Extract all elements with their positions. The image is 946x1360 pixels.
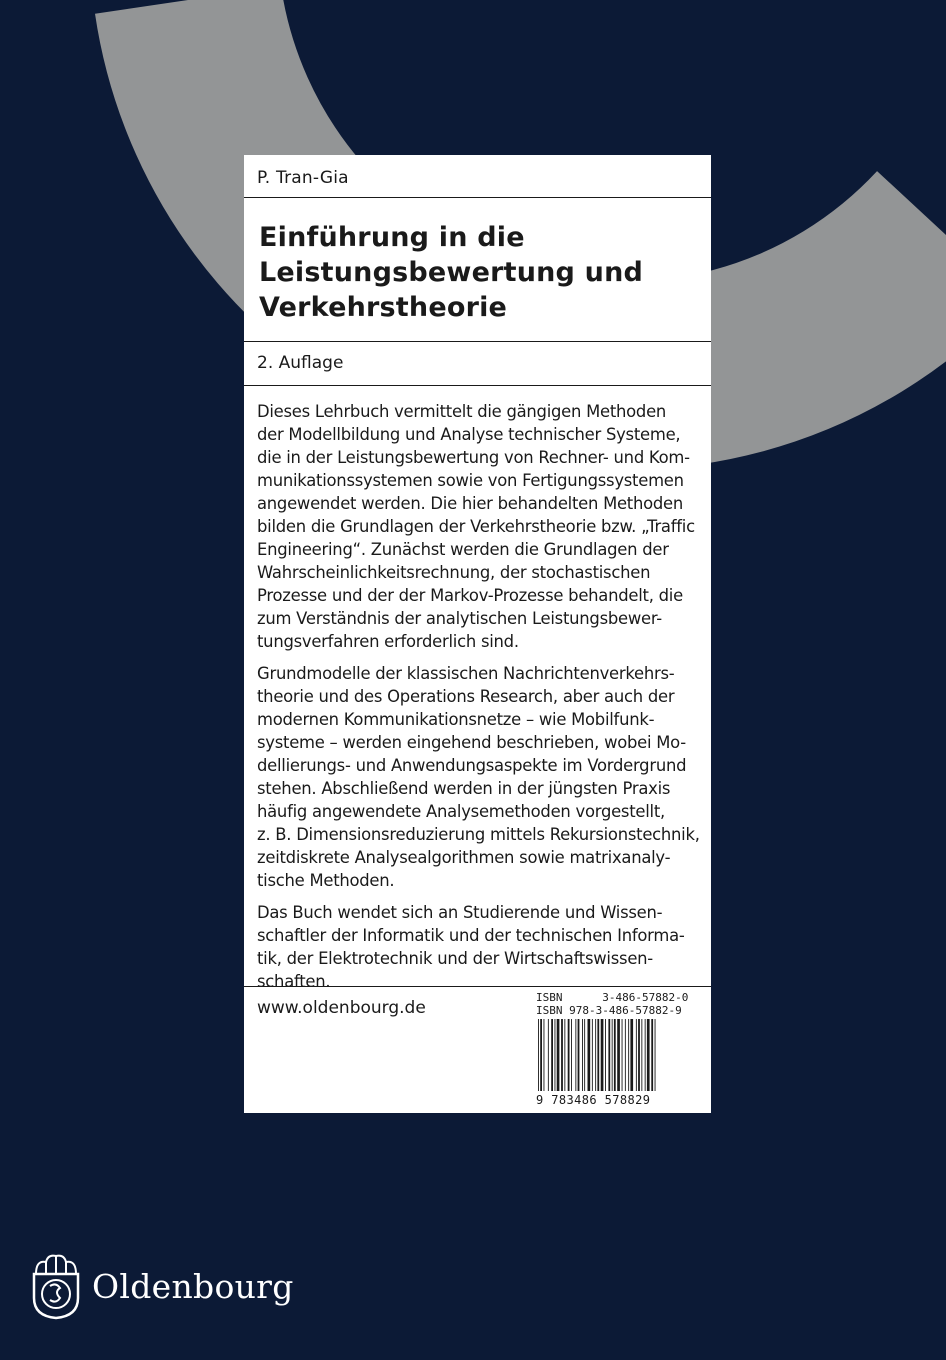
text-line: Engineering“. Zunächst werden die Grundlagen der (257, 540, 669, 559)
title-section (244, 198, 711, 342)
text-line: die in der Leistungsbewertung von Rechner- und Kom- (257, 448, 690, 467)
barcode-bar (595, 1019, 596, 1091)
text-line: tungsverfahren erforderlich sind. (257, 632, 519, 651)
text-line: munikationssystemen sowie von Fertigungssystemen (257, 471, 684, 490)
barcode-bar (561, 1019, 563, 1091)
barcode-bar (571, 1019, 572, 1091)
title-line: Einführung in die (259, 222, 525, 253)
barcode-bar (582, 1019, 583, 1091)
footer-divider (244, 986, 711, 987)
barcode-bar (651, 1019, 653, 1091)
title-line: Leistungsbewertung und (259, 257, 644, 288)
description (257, 400, 705, 1002)
barcode-bar (575, 1019, 576, 1091)
text-line: häufig angewendete Analysemethoden vorgestellt, (257, 802, 665, 821)
barcode-bar (612, 1019, 613, 1091)
barcode-bar (544, 1019, 545, 1091)
description-paragraph (257, 400, 705, 653)
barcode-bar (645, 1019, 646, 1091)
barcode-bar (605, 1019, 606, 1091)
barcode-bar (557, 1019, 560, 1091)
barcode-bar (622, 1019, 623, 1091)
barcode-bar (592, 1019, 593, 1091)
barcode (536, 1019, 708, 1097)
barcode-bar (555, 1019, 556, 1091)
barcode-bar (655, 1019, 656, 1091)
text-line: der Modellbildung und Analyse technischer Systeme, (257, 425, 681, 444)
text-line: zum Verständnis der analytischen Leistungsbewer- (257, 609, 662, 628)
text-line: systeme – werden eingehend beschrieben, wobei Mo- (257, 733, 686, 752)
oldenbourg-crest-icon (30, 1252, 82, 1320)
publisher-url[interactable]: www.oldenbourg.de (257, 998, 426, 1018)
publisher-brand (30, 1252, 294, 1320)
barcode-bar (551, 1019, 553, 1091)
text-line: schaften. (257, 972, 331, 991)
barcode-bar (540, 1019, 542, 1091)
isbn-10: ISBN 3-486-57882-0 (536, 991, 689, 1004)
barcode-bar (614, 1019, 616, 1091)
text-line: tik, der Elektrotechnik und der Wirtschaftswissen- (257, 949, 653, 968)
barcode-digits: 9 783486 578829 (536, 1093, 651, 1107)
book-title (259, 220, 643, 325)
barcode-bar (564, 1019, 565, 1091)
text-line: Grundmodelle der klassischen Nachrichtenverkehrs- (257, 664, 675, 683)
author-name: P. Tran-Gia (257, 168, 349, 188)
text-line: modernen Kommunikationsnetze – wie Mobilfunk- (257, 710, 655, 729)
text-line: schaftler der Informatik und der technischen Informa- (257, 926, 685, 945)
barcode-bar (597, 1019, 599, 1091)
description-paragraph (257, 901, 705, 993)
text-line: bilden die Grundlagen der Verkehrstheorie bzw. „Traffic (257, 517, 695, 536)
isbn-13: ISBN 978-3-486-57882-9 (536, 1004, 682, 1017)
barcode-bar (617, 1019, 620, 1091)
description-paragraph (257, 662, 705, 892)
isbn-info (536, 991, 688, 1017)
barcode-bar (647, 1019, 650, 1091)
barcode-bar (641, 1019, 642, 1091)
title-line: Verkehrstheorie (259, 292, 508, 323)
barcode-bar (588, 1019, 591, 1091)
author-section (244, 155, 711, 198)
barcode-bar (636, 1019, 637, 1091)
text-line: tische Methoden. (257, 871, 395, 890)
barcode-bar (628, 1019, 629, 1091)
publisher-name: Oldenbourg (92, 1266, 294, 1306)
text-line: theorie und des Operations Research, aber auch der (257, 687, 675, 706)
back-cover-panel (244, 155, 711, 1113)
text-line: zeitdiskrete Analysealgorithmen sowie matrixanaly- (257, 848, 671, 867)
edition-label: 2. Auflage (257, 353, 344, 373)
barcode-bar (630, 1019, 633, 1091)
barcode-bar (638, 1019, 640, 1091)
text-line: Wahrscheinlichkeitsrechnung, der stochastischen (257, 563, 651, 582)
barcode-bar (568, 1019, 570, 1091)
text-line: Prozesse und der der Markov-Prozesse behandelt, die (257, 586, 683, 605)
barcode-bar (538, 1019, 539, 1091)
barcode-bar (601, 1019, 604, 1091)
barcode-bar (584, 1019, 585, 1091)
text-line: stehen. Abschließend werden in der jüngsten Praxis (257, 779, 671, 798)
text-line: Dieses Lehrbuch vermittelt die gängigen Methoden (257, 402, 667, 421)
barcode-bar (548, 1019, 549, 1091)
text-line: z. B. Dimensionsreduzierung mittels Rekursionstechnik, (257, 825, 700, 844)
barcode-bar (578, 1019, 580, 1091)
barcode-bar (608, 1019, 610, 1091)
text-line: dellierungs- und Anwendungsaspekte im Vordergrund (257, 756, 687, 775)
text-line: Das Buch wendet sich an Studierende und Wissen- (257, 903, 663, 922)
barcode-bar (625, 1019, 626, 1091)
edition-section (244, 342, 711, 386)
text-line: angewendet werden. Die hier behandelten Methoden (257, 494, 684, 513)
